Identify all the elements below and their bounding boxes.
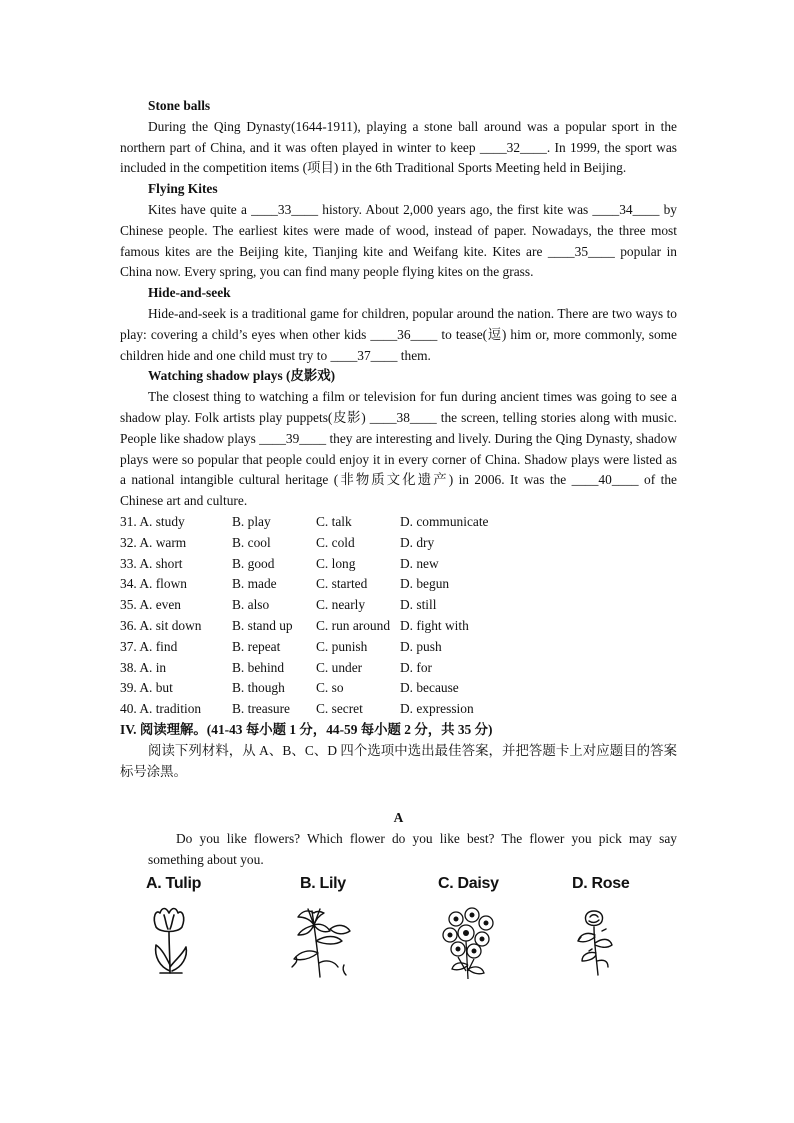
option-a: 36. A. sit down (120, 617, 202, 633)
document-page (120, 96, 677, 995)
option-d: D. still (400, 597, 437, 613)
option-a: 33. A. short (120, 555, 183, 571)
section-paragraph: The closest thing to watching a film or television for fun during ancient times was going to see a shadow play. Folk artists play puppets(皮影) ____38____ the screen, telling stories along with music. People like shadow plays ____39____ they are interesting and lively. During the Qing Dynasty, shadow plays were so popular that people could enjoy it in every corner of China. Shadow plays were listed as a national intangible cultural heritage (非物质文化遗产) in 2006. It was the ____40____ of the Chinese art and culture. (120, 389, 677, 509)
option-b: B. good (232, 555, 275, 571)
daisy-icon (438, 905, 500, 981)
flower-label: B. Lily (300, 874, 346, 892)
option-a: 37. A. find (120, 638, 178, 654)
part-four-instruction: 阅读下列材料，从 A、B、C、D 四个选项中选出最佳答案，并把答题卡上对应题目的答案标号涂黑。 (120, 742, 677, 779)
tulip-icon (146, 905, 192, 977)
option-row-36 (120, 616, 677, 637)
option-a: 34. A. flown (120, 576, 187, 592)
option-c: C. so (316, 680, 344, 696)
option-c: C. punish (316, 638, 368, 654)
option-row-31 (120, 512, 677, 533)
flower-label: A. Tulip (146, 874, 202, 892)
option-d: D. fight with (400, 617, 469, 633)
option-c: C. secret (316, 701, 363, 717)
option-row-33 (120, 554, 677, 575)
option-c: C. cold (316, 534, 355, 550)
option-c: C. nearly (316, 597, 366, 613)
option-b: B. stand up (232, 617, 293, 633)
option-b: B. repeat (232, 638, 281, 654)
option-d: D. dry (400, 534, 435, 550)
option-row-37 (120, 637, 677, 658)
flower-choices (120, 875, 677, 995)
option-c: C. under (316, 659, 363, 675)
option-a: 40. A. tradition (120, 701, 202, 717)
option-a: 32. A. warm (120, 534, 187, 550)
option-b: B. treasure (232, 701, 291, 717)
option-b: B. behind (232, 659, 285, 675)
option-row-38 (120, 658, 677, 679)
option-row-35 (120, 595, 677, 616)
option-b: B. though (232, 680, 285, 696)
section-paragraph: Hide-and-seek is a traditional game for children, popular around the nation. There are two ways to play: covering a child’s eyes when other kids ____36____ to tease(逗) him or, more commonly, some children hide and one child must try to ____37____ them. (120, 305, 677, 363)
section-shadow-plays (120, 366, 677, 512)
option-b: B. made (232, 576, 277, 592)
passage-a-text: Do you like flowers? Which flower do you like best? The flower you pick may say something about you. (148, 831, 677, 867)
section-stone-balls (120, 96, 677, 179)
section-hide-and-seek (120, 283, 677, 366)
section-heading: Hide-and-seek (148, 285, 231, 301)
part-four-title: IV. 阅读理解。(41-43 每小题 1 分，44-59 每小题 2 分，共 35 分) (120, 721, 493, 737)
option-row-32 (120, 533, 677, 554)
option-c: C. run around (316, 617, 391, 633)
option-row-34 (120, 574, 677, 595)
section-paragraph: Kites have quite a ____33____ history. About 2,000 years ago, the first kite was ____34____ by Chinese people. The earliest kites were made of wood, instead of paper. Nowadays, the three most famous kites are the Beijing kite, Tianjing kite and Weifang kite. Kites are ____35____ popular in China now. Every spring, you can find many people flying kites on the grass. (120, 201, 677, 280)
option-a: 38. A. in (120, 659, 167, 675)
option-b: B. play (232, 513, 271, 529)
passage-a-label: A (393, 810, 404, 826)
flower-choice-tulip (146, 875, 266, 893)
section-heading: Watching shadow plays (皮影戏) (148, 368, 336, 384)
section-paragraph: During the Qing Dynasty(1644-1911), playing a stone ball around was a popular sport in the northern part of China, and it was often played in winter to keep ____32____. In 1999, the sport was included in the competition items (项目) in the 6th Traditional Sports Meeting held in Beijing. (120, 118, 677, 176)
flower-label: C. Daisy (438, 874, 499, 892)
option-c: C. long (316, 555, 356, 571)
option-d: D. new (400, 555, 439, 571)
flower-label: D. Rose (572, 874, 630, 892)
flower-choice-daisy (438, 875, 558, 893)
option-b: B. cool (232, 534, 271, 550)
option-a: 35. A. even (120, 597, 181, 613)
options-list (120, 512, 677, 720)
option-d: D. for (400, 659, 432, 675)
option-d: D. because (400, 680, 459, 696)
option-row-39 (120, 678, 677, 699)
option-c: C. talk (316, 513, 352, 529)
section-flying-kites (120, 179, 677, 283)
option-d: D. push (400, 638, 442, 654)
option-c: C. started (316, 576, 368, 592)
lily-icon (284, 905, 358, 979)
option-d: D. expression (400, 701, 474, 717)
option-a: 31. A. study (120, 513, 185, 529)
flower-choice-lily (300, 875, 420, 893)
option-a: 39. A. but (120, 680, 173, 696)
section-heading: Stone balls (148, 98, 211, 113)
flower-choice-rose (572, 875, 692, 893)
section-heading: Flying Kites (148, 181, 218, 197)
rose-icon (572, 905, 618, 977)
option-row-40 (120, 699, 677, 720)
option-d: D. begun (400, 576, 450, 592)
option-d: D. communicate (400, 513, 489, 529)
option-b: B. also (232, 597, 270, 613)
